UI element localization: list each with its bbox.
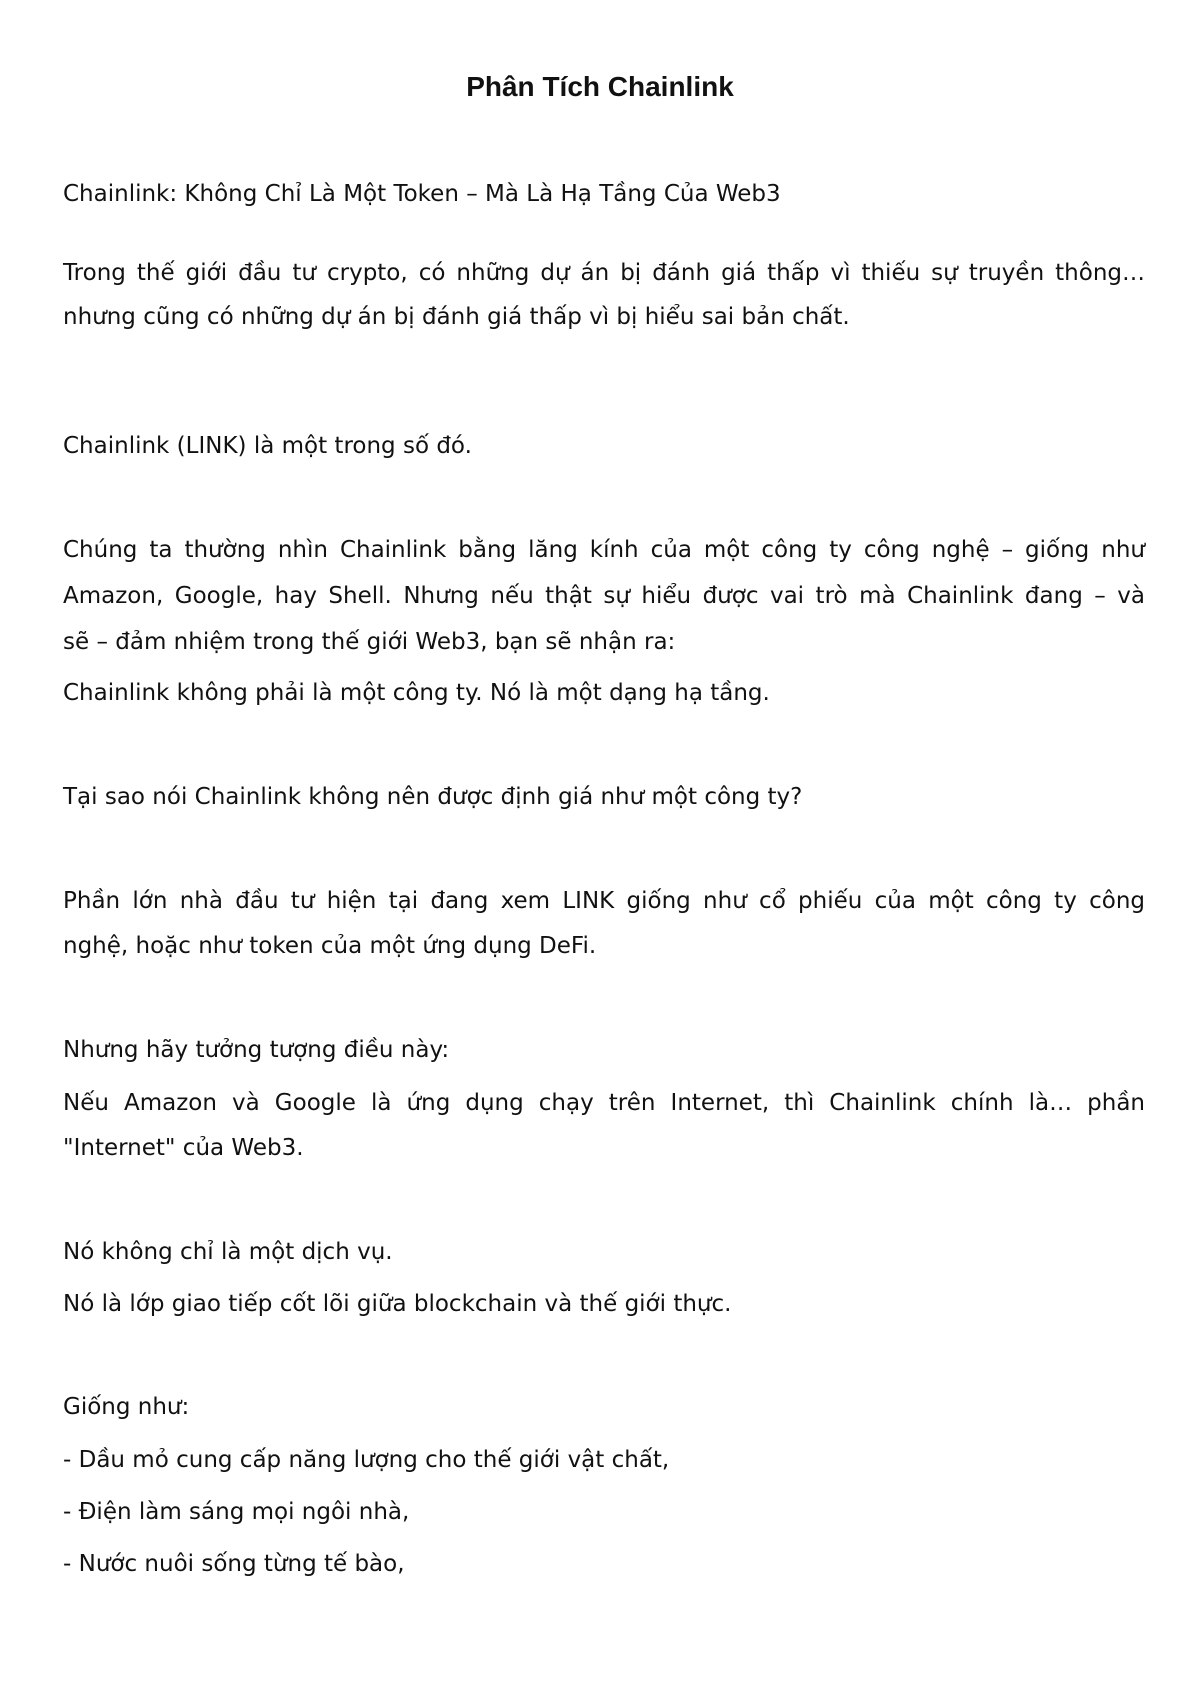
paragraph-line: Trong thế giới đầu tư crypto, có những dự án bị đánh giá thấp vì thiếu sự truyền thông… [63,260,1145,286]
subtitle-line: Chainlink: Không Chỉ Là Một Token – Mà Là Hạ Tầng Của Web3 [63,181,781,207]
paragraph-line: Chainlink (LINK) là một trong số đó. [63,433,472,459]
paragraph-line: "Internet" của Web3. [63,1135,304,1161]
paragraph-line: Amazon, Google, hay Shell. Nhưng nếu thật sự hiểu được vai trò mà Chainlink đang – và [63,583,1145,609]
paragraph-line: Nó là lớp giao tiếp cốt lõi giữa blockchain và thế giới thực. [63,1291,732,1317]
list-item: - Nước nuôi sống từng tế bào, [63,1551,405,1577]
paragraph-line: Phần lớn nhà đầu tư hiện tại đang xem LINK giống như cổ phiếu của một công ty công [63,888,1145,914]
paragraph-line: Nếu Amazon và Google là ứng dụng chạy trên Internet, thì Chainlink chính là… phần [63,1090,1145,1116]
paragraph-line: Giống như: [63,1394,190,1420]
paragraph-line: Nhưng hãy tưởng tượng điều này: [63,1037,450,1063]
paragraph-line: nhưng cũng có những dự án bị đánh giá thấp vì bị hiểu sai bản chất. [63,304,850,330]
paragraph-line: Nó không chỉ là một dịch vụ. [63,1239,393,1265]
paragraph-line: sẽ – đảm nhiệm trong thế giới Web3, bạn sẽ nhận ra: [63,629,676,655]
list-item: - Dầu mỏ cung cấp năng lượng cho thế giới vật chất, [63,1447,670,1473]
paragraph-line: Chainlink không phải là một công ty. Nó là một dạng hạ tầng. [63,680,770,706]
list-item: - Điện làm sáng mọi ngôi nhà, [63,1499,410,1525]
document-title: Phân Tích Chainlink [466,71,734,102]
paragraph-line: nghệ, hoặc như token của một ứng dụng DeFi. [63,933,597,959]
paragraph-line: Chúng ta thường nhìn Chainlink bằng lăng kính của một công ty công nghệ – giống như [63,537,1145,563]
section-heading: Tại sao nói Chainlink không nên được định giá như một công ty? [63,784,803,810]
